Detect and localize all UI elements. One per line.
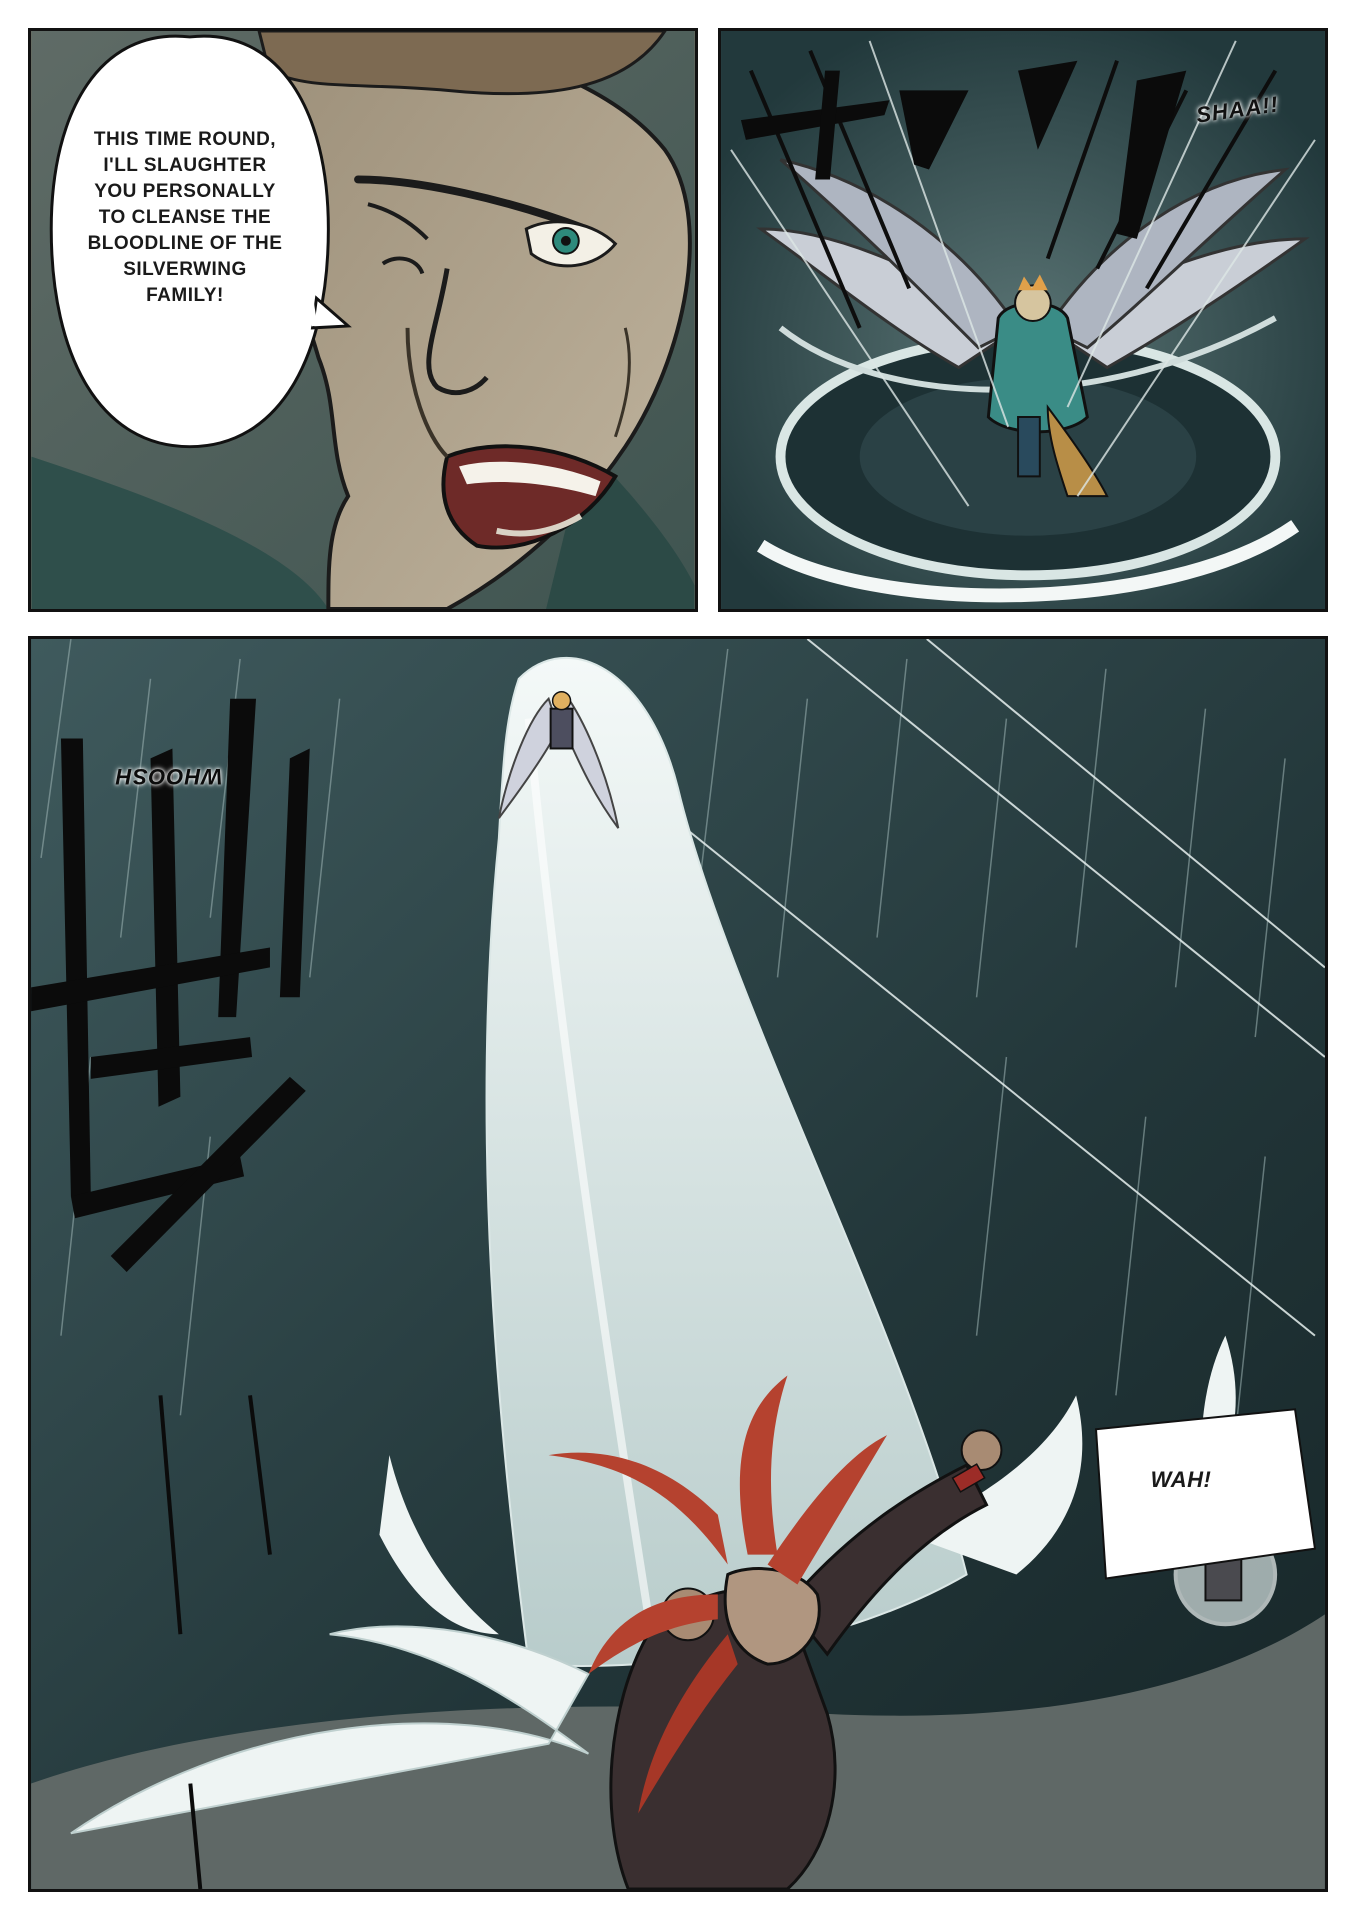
storm-clash-illustration (31, 639, 1325, 1889)
shout-wah: WAH! (1150, 1467, 1212, 1492)
panel-storm-clash (28, 636, 1328, 1892)
sfx-whoosh: WHOOSH (115, 764, 223, 789)
angry-face-illustration (31, 31, 695, 609)
panel-winged-figure (718, 28, 1328, 612)
speech-bubble-text: THIS TIME ROUND, I'LL SLAUGHTER YOU PERSONALLY TO CLEANSE THE BLOODLINE OF THE SILVERWING FAMILY! (87, 129, 283, 306)
panel-angry-face (28, 28, 698, 612)
sfx-shaa: SHAA!! (1194, 91, 1281, 128)
